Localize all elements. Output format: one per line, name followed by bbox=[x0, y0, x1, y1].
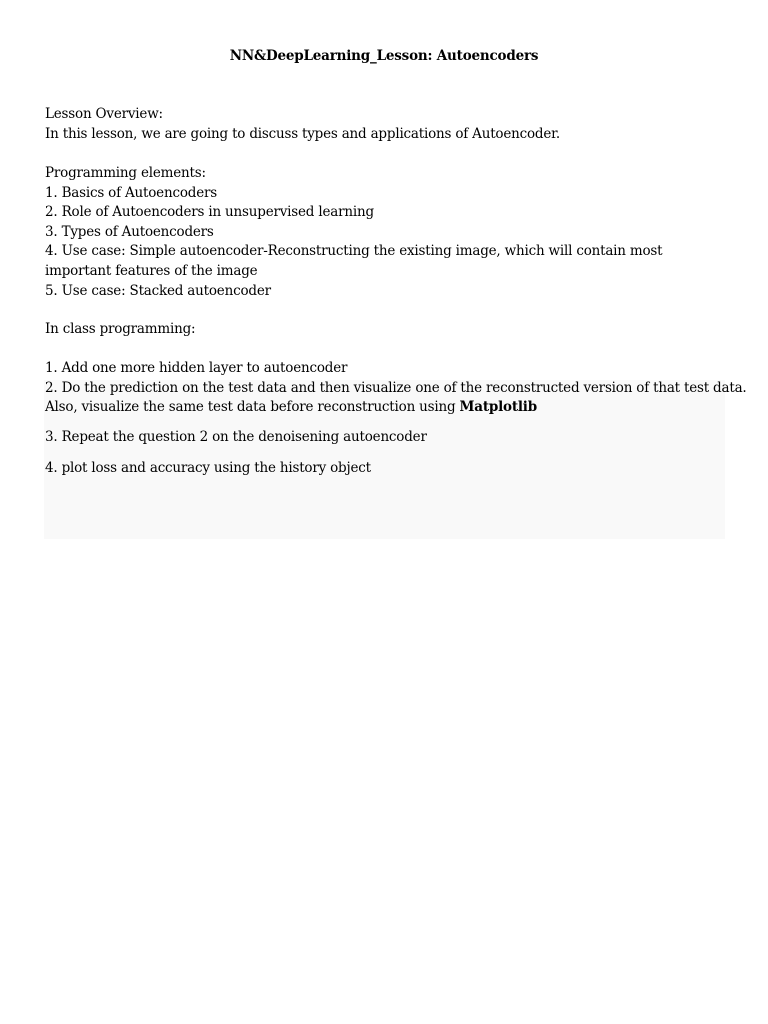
programming-element-item: 1. Basics of Autoencoders bbox=[45, 184, 217, 201]
lesson-overview-text: In this lesson, we are going to discuss types and applications of Autoencoder. bbox=[45, 125, 561, 142]
in-class-heading-block bbox=[45, 320, 725, 340]
lesson-overview-heading: Lesson Overview: bbox=[45, 106, 163, 122]
in-class-task: 4. plot loss and accuracy using the history object bbox=[45, 460, 371, 476]
in-class-programming-heading: In class programming: bbox=[45, 321, 196, 337]
in-class-task-continuation bbox=[45, 398, 537, 418]
matplotlib-bold-term: Matplotlib bbox=[459, 399, 537, 415]
task-2-continuation-text: Also, visualize the same test data before reconstruction using bbox=[45, 399, 460, 415]
in-class-task: 3. Repeat the question 2 on the denoisening autoencoder bbox=[45, 429, 427, 445]
programming-elements-heading: Programming elements: bbox=[45, 165, 206, 181]
programming-elements-section bbox=[45, 164, 725, 301]
programming-element-item: 5. Use case: Stacked autoencoder bbox=[45, 282, 271, 299]
programming-element-item: 4. Use case: Simple autoencoder-Reconstructing the existing image, which will contain most important features of the image bbox=[45, 243, 663, 279]
in-class-task: 2. Do the prediction on the test data and then visualize one of the reconstructed version of that test data. bbox=[45, 380, 747, 396]
in-class-task: 1. Add one more hidden layer to autoencoder bbox=[45, 360, 348, 376]
programming-element-item: 3. Types of Autoencoders bbox=[45, 223, 214, 240]
lesson-overview-section bbox=[45, 105, 725, 144]
programming-element-item: 2. Role of Autoencoders in unsupervised learning bbox=[45, 204, 374, 221]
document-title: NN&DeepLearning_Lesson: Autoencoders bbox=[229, 48, 539, 64]
